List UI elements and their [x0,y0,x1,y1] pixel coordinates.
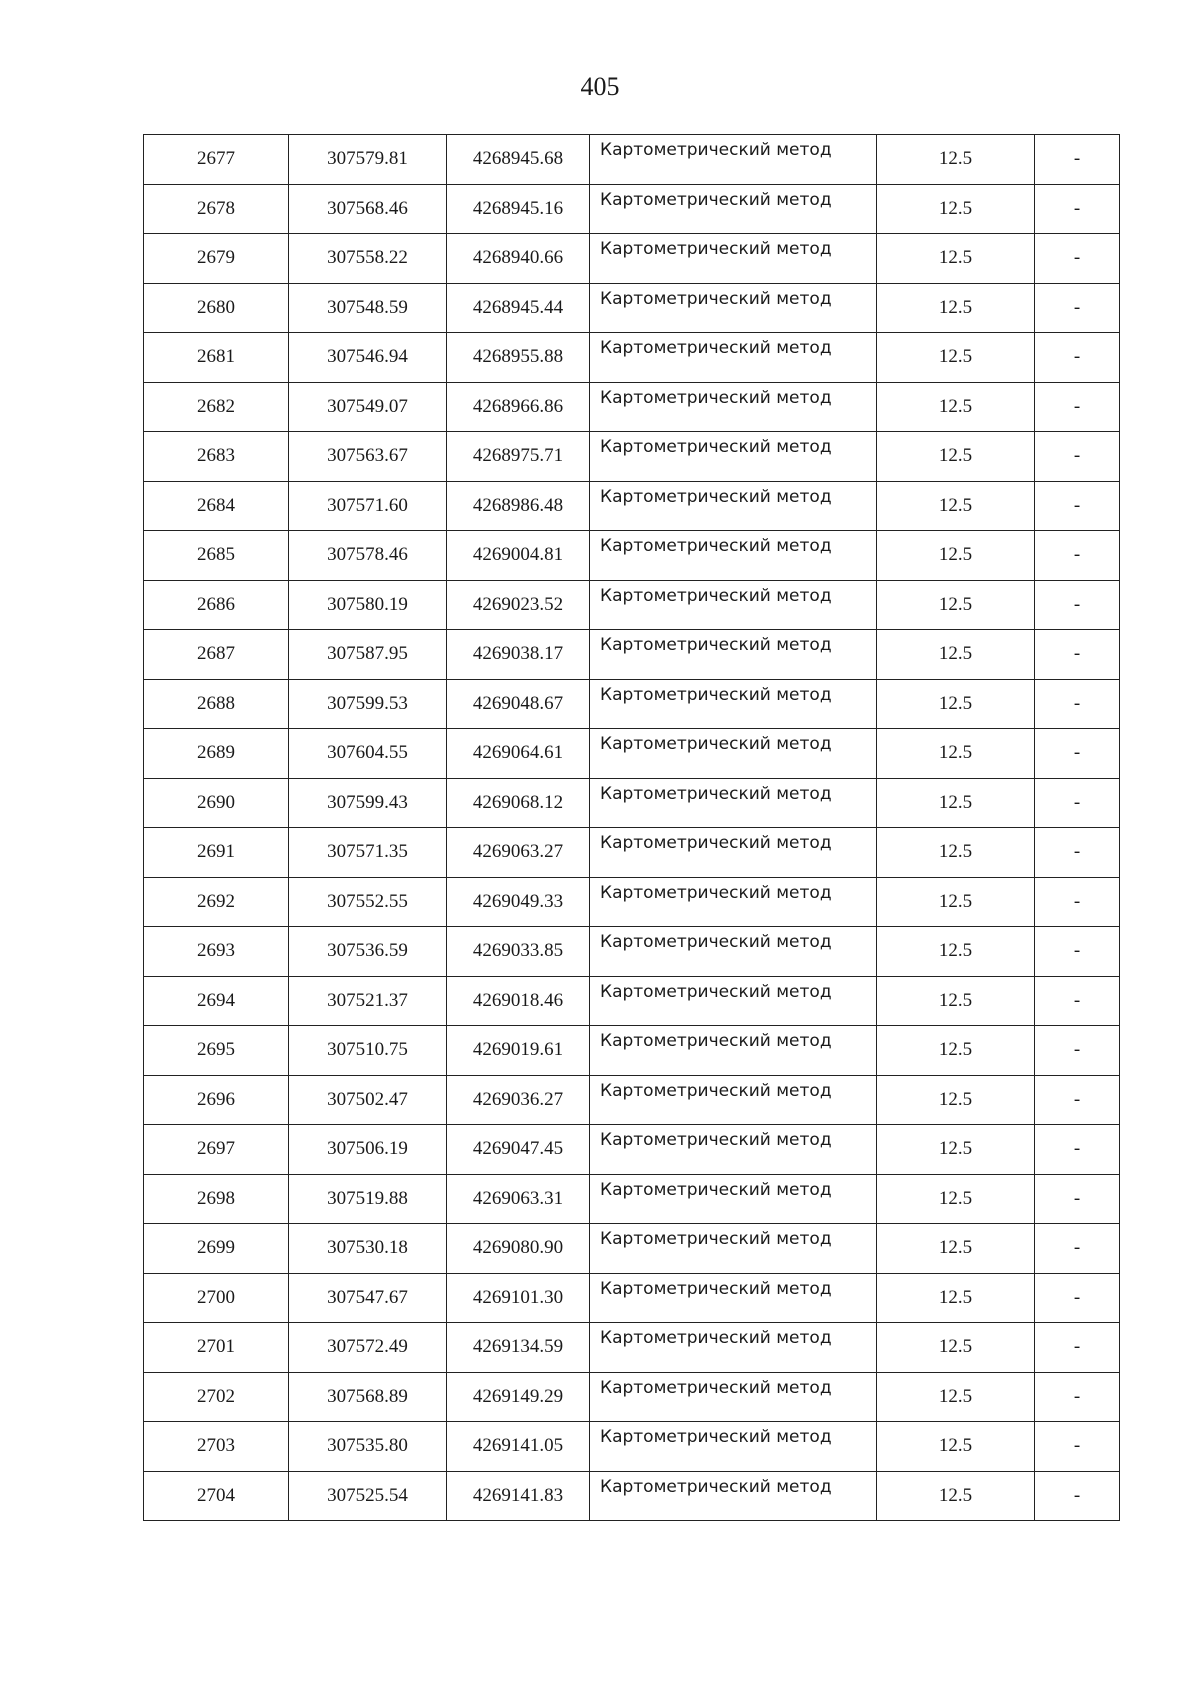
y-coordinate-cell: 4268955.88 [447,333,590,383]
table-row [144,382,1120,432]
table-row [144,234,1120,284]
table-row [144,531,1120,581]
y-coordinate-cell: 4268945.68 [447,135,590,185]
accuracy-cell: 12.5 [877,1224,1035,1274]
accuracy-cell: 12.5 [877,927,1035,977]
x-coordinate-cell: 307579.81 [289,135,447,185]
point-number-cell: 2691 [144,828,289,878]
x-coordinate-cell: 307568.89 [289,1372,447,1422]
y-coordinate-cell: 4268966.86 [447,382,590,432]
accuracy-cell: 12.5 [877,333,1035,383]
method-cell: Картометрический метод [590,1422,877,1472]
point-number-cell: 2681 [144,333,289,383]
point-number-cell: 2703 [144,1422,289,1472]
note-cell: - [1035,1471,1120,1521]
coordinates-table-body [144,135,1120,1521]
method-cell: Картометрический метод [590,1323,877,1373]
note-cell: - [1035,1026,1120,1076]
accuracy-cell: 12.5 [877,1323,1035,1373]
point-number-cell: 2698 [144,1174,289,1224]
y-coordinate-cell: 4269134.59 [447,1323,590,1373]
table-row [144,1372,1120,1422]
y-coordinate-cell: 4269049.33 [447,877,590,927]
point-number-cell: 2689 [144,729,289,779]
method-cell: Картометрический метод [590,531,877,581]
x-coordinate-cell: 307510.75 [289,1026,447,1076]
table-row [144,1174,1120,1224]
method-cell: Картометрический метод [590,382,877,432]
accuracy-cell: 12.5 [877,184,1035,234]
accuracy-cell: 12.5 [877,729,1035,779]
y-coordinate-cell: 4269048.67 [447,679,590,729]
method-cell: Картометрический метод [590,1026,877,1076]
note-cell: - [1035,1273,1120,1323]
method-cell: Картометрический метод [590,283,877,333]
accuracy-cell: 12.5 [877,778,1035,828]
table-row [144,1026,1120,1076]
point-number-cell: 2684 [144,481,289,531]
accuracy-cell: 12.5 [877,877,1035,927]
note-cell: - [1035,976,1120,1026]
point-number-cell: 2700 [144,1273,289,1323]
accuracy-cell: 12.5 [877,828,1035,878]
note-cell: - [1035,184,1120,234]
point-number-cell: 2682 [144,382,289,432]
method-cell: Картометрический метод [590,828,877,878]
note-cell: - [1035,1422,1120,1472]
table-row [144,1323,1120,1373]
x-coordinate-cell: 307558.22 [289,234,447,284]
method-cell: Картометрический метод [590,729,877,779]
table-row [144,283,1120,333]
note-cell: - [1035,432,1120,482]
y-coordinate-cell: 4268940.66 [447,234,590,284]
method-cell: Картометрический метод [590,1125,877,1175]
table-row [144,1471,1120,1521]
table-row [144,481,1120,531]
accuracy-cell: 12.5 [877,1026,1035,1076]
x-coordinate-cell: 307519.88 [289,1174,447,1224]
x-coordinate-cell: 307587.95 [289,630,447,680]
point-number-cell: 2692 [144,877,289,927]
x-coordinate-cell: 307578.46 [289,531,447,581]
x-coordinate-cell: 307580.19 [289,580,447,630]
table-row [144,1125,1120,1175]
x-coordinate-cell: 307547.67 [289,1273,447,1323]
table-row [144,1422,1120,1472]
y-coordinate-cell: 4269141.05 [447,1422,590,1472]
note-cell: - [1035,531,1120,581]
accuracy-cell: 12.5 [877,234,1035,284]
coordinates-table [143,134,1120,1521]
note-cell: - [1035,927,1120,977]
table-row [144,927,1120,977]
method-cell: Картометрический метод [590,1372,877,1422]
note-cell: - [1035,234,1120,284]
method-cell: Картометрический метод [590,778,877,828]
y-coordinate-cell: 4269018.46 [447,976,590,1026]
accuracy-cell: 12.5 [877,1125,1035,1175]
table-row [144,828,1120,878]
y-coordinate-cell: 4269068.12 [447,778,590,828]
accuracy-cell: 12.5 [877,1471,1035,1521]
method-cell: Картометрический метод [590,630,877,680]
accuracy-cell: 12.5 [877,432,1035,482]
y-coordinate-cell: 4268945.16 [447,184,590,234]
x-coordinate-cell: 307571.60 [289,481,447,531]
accuracy-cell: 12.5 [877,382,1035,432]
method-cell: Картометрический метод [590,927,877,977]
accuracy-cell: 12.5 [877,976,1035,1026]
x-coordinate-cell: 307599.53 [289,679,447,729]
method-cell: Картометрический метод [590,679,877,729]
method-cell: Картометрический метод [590,1224,877,1274]
table-row [144,1075,1120,1125]
y-coordinate-cell: 4269036.27 [447,1075,590,1125]
x-coordinate-cell: 307572.49 [289,1323,447,1373]
accuracy-cell: 12.5 [877,679,1035,729]
x-coordinate-cell: 307552.55 [289,877,447,927]
note-cell: - [1035,877,1120,927]
page-number: 405 [580,72,620,101]
note-cell: - [1035,1372,1120,1422]
accuracy-cell: 12.5 [877,1372,1035,1422]
point-number-cell: 2686 [144,580,289,630]
accuracy-cell: 12.5 [877,283,1035,333]
point-number-cell: 2678 [144,184,289,234]
x-coordinate-cell: 307530.18 [289,1224,447,1274]
point-number-cell: 2695 [144,1026,289,1076]
accuracy-cell: 12.5 [877,1273,1035,1323]
table-row [144,729,1120,779]
note-cell: - [1035,778,1120,828]
note-cell: - [1035,333,1120,383]
note-cell: - [1035,1125,1120,1175]
note-cell: - [1035,1075,1120,1125]
table-row [144,580,1120,630]
y-coordinate-cell: 4268945.44 [447,283,590,333]
point-number-cell: 2699 [144,1224,289,1274]
x-coordinate-cell: 307535.80 [289,1422,447,1472]
x-coordinate-cell: 307525.54 [289,1471,447,1521]
y-coordinate-cell: 4269033.85 [447,927,590,977]
method-cell: Картометрический метод [590,1273,877,1323]
point-number-cell: 2696 [144,1075,289,1125]
accuracy-cell: 12.5 [877,630,1035,680]
note-cell: - [1035,1323,1120,1373]
note-cell: - [1035,828,1120,878]
method-cell: Картометрический метод [590,1075,877,1125]
y-coordinate-cell: 4269064.61 [447,729,590,779]
method-cell: Картометрический метод [590,481,877,531]
point-number-cell: 2701 [144,1323,289,1373]
point-number-cell: 2702 [144,1372,289,1422]
point-number-cell: 2680 [144,283,289,333]
point-number-cell: 2690 [144,778,289,828]
point-number-cell: 2693 [144,927,289,977]
y-coordinate-cell: 4269101.30 [447,1273,590,1323]
y-coordinate-cell: 4269063.27 [447,828,590,878]
table-row [144,976,1120,1026]
table-row [144,877,1120,927]
point-number-cell: 2677 [144,135,289,185]
x-coordinate-cell: 307502.47 [289,1075,447,1125]
y-coordinate-cell: 4268986.48 [447,481,590,531]
table-row [144,778,1120,828]
note-cell: - [1035,481,1120,531]
table-row [144,679,1120,729]
table-row [144,135,1120,185]
accuracy-cell: 12.5 [877,1174,1035,1224]
y-coordinate-cell: 4269023.52 [447,580,590,630]
accuracy-cell: 12.5 [877,481,1035,531]
x-coordinate-cell: 307599.43 [289,778,447,828]
note-cell: - [1035,382,1120,432]
table-row [144,333,1120,383]
y-coordinate-cell: 4269080.90 [447,1224,590,1274]
note-cell: - [1035,1224,1120,1274]
method-cell: Картометрический метод [590,333,877,383]
method-cell: Картометрический метод [590,135,877,185]
note-cell: - [1035,1174,1120,1224]
point-number-cell: 2679 [144,234,289,284]
method-cell: Картометрический метод [590,976,877,1026]
method-cell: Картометрический метод [590,184,877,234]
y-coordinate-cell: 4269063.31 [447,1174,590,1224]
y-coordinate-cell: 4269149.29 [447,1372,590,1422]
point-number-cell: 2688 [144,679,289,729]
accuracy-cell: 12.5 [877,531,1035,581]
accuracy-cell: 12.5 [877,580,1035,630]
x-coordinate-cell: 307563.67 [289,432,447,482]
point-number-cell: 2704 [144,1471,289,1521]
y-coordinate-cell: 4269038.17 [447,630,590,680]
note-cell: - [1035,729,1120,779]
y-coordinate-cell: 4269004.81 [447,531,590,581]
note-cell: - [1035,135,1120,185]
note-cell: - [1035,283,1120,333]
x-coordinate-cell: 307546.94 [289,333,447,383]
note-cell: - [1035,580,1120,630]
table-row [144,1224,1120,1274]
point-number-cell: 2697 [144,1125,289,1175]
note-cell: - [1035,679,1120,729]
point-number-cell: 2694 [144,976,289,1026]
x-coordinate-cell: 307548.59 [289,283,447,333]
x-coordinate-cell: 307521.37 [289,976,447,1026]
x-coordinate-cell: 307506.19 [289,1125,447,1175]
point-number-cell: 2685 [144,531,289,581]
x-coordinate-cell: 307549.07 [289,382,447,432]
y-coordinate-cell: 4269141.83 [447,1471,590,1521]
table-row [144,1273,1120,1323]
method-cell: Картометрический метод [590,1174,877,1224]
table-row [144,432,1120,482]
x-coordinate-cell: 307536.59 [289,927,447,977]
method-cell: Картометрический метод [590,234,877,284]
method-cell: Картометрический метод [590,1471,877,1521]
point-number-cell: 2683 [144,432,289,482]
method-cell: Картометрический метод [590,580,877,630]
x-coordinate-cell: 307604.55 [289,729,447,779]
method-cell: Картометрический метод [590,877,877,927]
x-coordinate-cell: 307571.35 [289,828,447,878]
table-row [144,184,1120,234]
accuracy-cell: 12.5 [877,1422,1035,1472]
method-cell: Картометрический метод [590,432,877,482]
y-coordinate-cell: 4268975.71 [447,432,590,482]
y-coordinate-cell: 4269019.61 [447,1026,590,1076]
point-number-cell: 2687 [144,630,289,680]
accuracy-cell: 12.5 [877,135,1035,185]
y-coordinate-cell: 4269047.45 [447,1125,590,1175]
x-coordinate-cell: 307568.46 [289,184,447,234]
accuracy-cell: 12.5 [877,1075,1035,1125]
table-row [144,630,1120,680]
note-cell: - [1035,630,1120,680]
